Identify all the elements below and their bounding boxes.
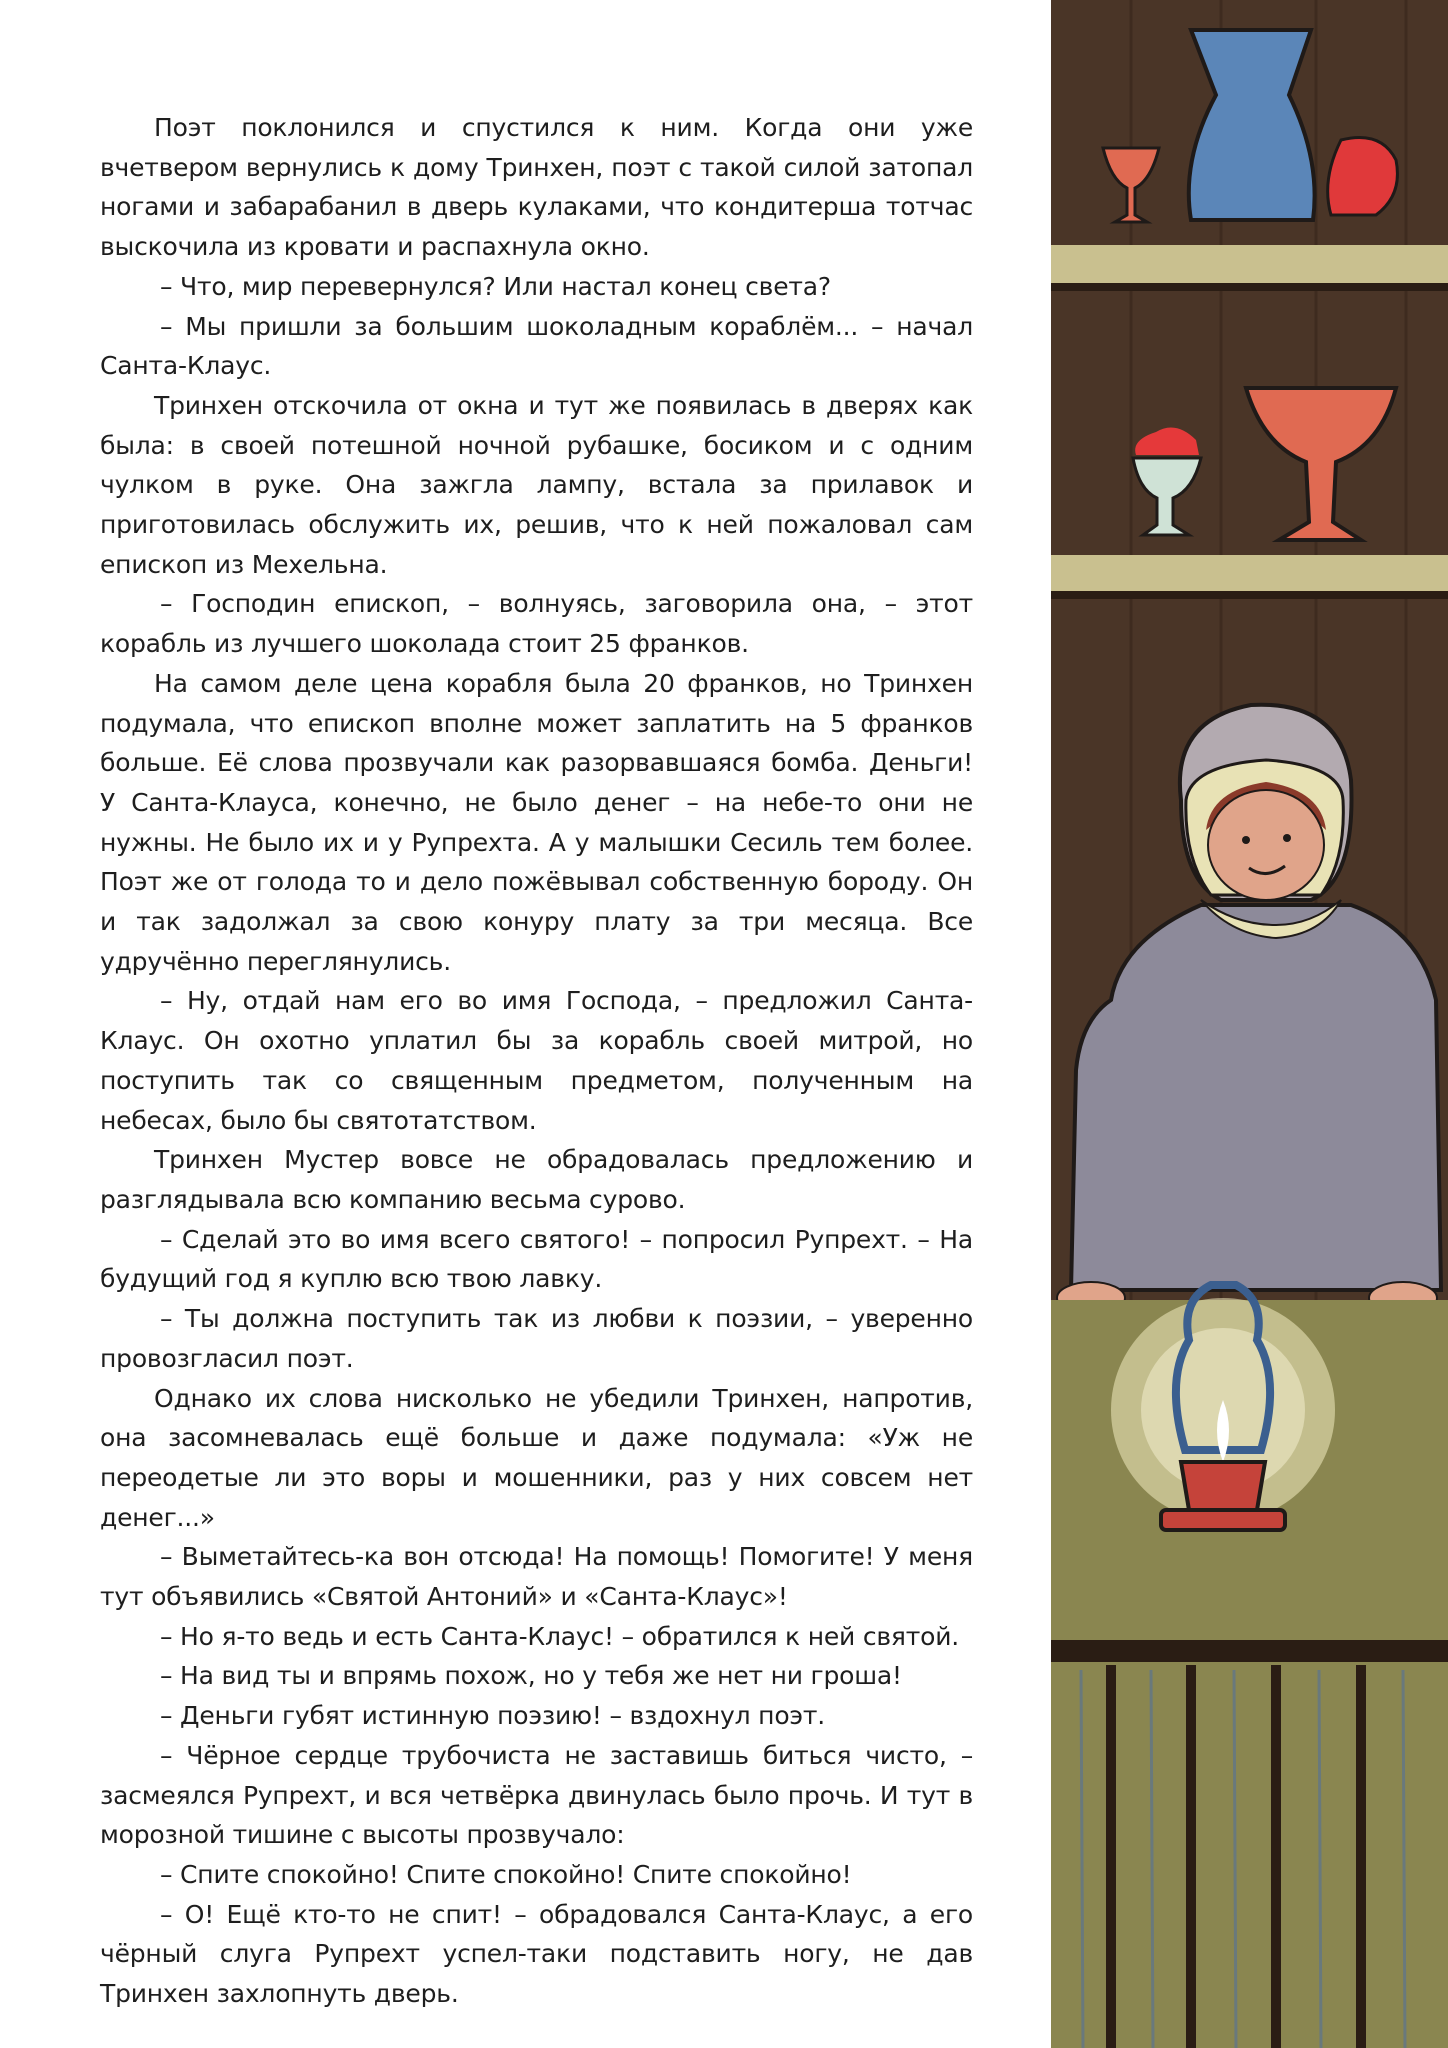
paragraph: Однако их слова нисколько не убедили Тринхен, напротив, она засомневалась ещё больше и даже подумала: «Уж не переодетые ли это воры и мошенники, раз у них совсем нет денег...» [100,1383,973,1532]
story-text [100,108,973,2014]
paragraph: – Деньги губят истинную поэзию! – вздохнул поэт. [160,1701,826,1731]
paragraph: Поэт поклонился и спустился к ним. Когда они уже вчетвером вернулись к дому Тринхен, поэт с такой силой затопал ногами и забарабанил в дверь кулаками, что кондитерша тотчас выскочила из кровати и распахнула окно. [100,113,973,262]
shelf-middle [1051,555,1448,595]
blue-vase [1189,30,1315,220]
paragraph: – Выметайтесь-ка вон отсюда! На помощь! Помогите! У меня тут объявились «Святой Антоний» и «Санта-Клаус»! [100,1542,973,1612]
illustration-canvas [1051,0,1448,2048]
shop-illustration [1051,0,1448,2048]
paragraph: – О! Ещё кто-то не спит! – обрадовался Санта-Клаус, а его чёрный слуга Рупрехт успел-таки подставить ногу, не дав Тринхен захлопнуть дверь. [100,1899,973,2009]
paragraph: – Мы пришли за большим шоколадным кораблём... – начал Санта-Клаус. [100,311,973,381]
paragraph: Тринхен отскочила от окна и тут же появилась в дверях как была: в своей потешной ночной рубашке, босиком и с одним чулком в руке. Она зажгла лампу, встала за прилавок и приготовилась обслужить их, решив, что к ней пожаловал сам епископ из Мехельна. [100,390,973,579]
paragraph: На самом деле цена корабля была 20 франков, но Тринхен подумала, что епископ вполне может заплатить на 5 франков больше. Её слова прозвучали как разорвавшаяся бомба. Деньги! У Санта-Клауса, конечно, не было денег – на небе-то они не нужны. Не было их и у Рупрехта. А у малышки Сесиль тем более. Поэт же от голода то и дело пожёвывал собственную бороду. Он и так задолжал за свою конуру плату за три месяца. Все удручённо переглянулись. [100,668,973,976]
paragraph: Тринхен Мустер вовсе не обрадовалась предложению и разглядывала всю компанию весьма сурово. [100,1145,973,1214]
paragraph: – Спите спокойно! Спите спокойно! Спите спокойно! [160,1859,852,1889]
dress [1071,905,1441,1290]
paragraph: – Господин епископ, – волнуясь, заговорила она, – этот корабль из лучшего шоколада стоит 25 франков. [100,589,973,659]
paragraph: – Ну, отдай нам его во имя Господа, – предложил Санта-Клаус. Он охотно уплатил бы за корабль своей митрой, но поступить так со священным предметом, полученным на небесах, было бы святотатством. [100,986,973,1135]
paragraph: – На вид ты и впрямь похож, но у тебя же нет ни гроша! [160,1661,902,1691]
paragraph: – Что, мир перевернулся? Или настал конец света? [160,271,831,301]
red-jug [1328,138,1398,216]
paragraph: – Сделай это во имя всего святого! – попросил Рупрехт. – На будущий год я куплю всю твою лавку. [100,1224,973,1294]
paragraph: – Чёрное сердце трубочиста не заставишь биться чисто, – засмеялся Рупрехт, и вся четвёрка двинулась было прочь. И тут в морозной тишине с высоты прозвучало: [100,1740,973,1850]
face [1208,790,1324,900]
shelf-top [1051,245,1448,287]
paragraph: – Но я-то ведь и есть Санта-Клаус! – обратился к ней святой. [160,1621,959,1651]
paragraph: – Ты должна поступить так из любви к поэзии, – уверенно провозгласил поэт. [100,1304,973,1373]
